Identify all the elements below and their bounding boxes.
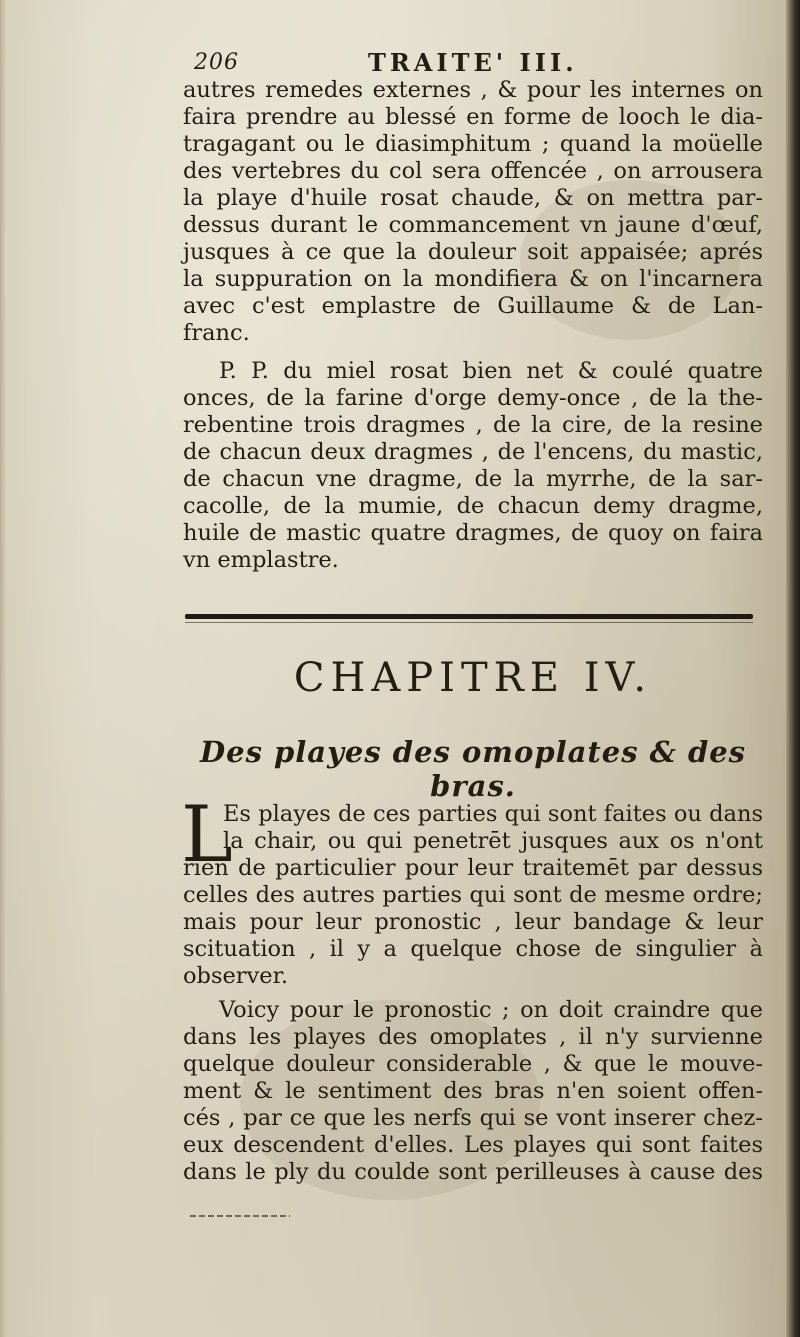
text-line: rien de particulier pour leur traitemēt par dessus: [183, 855, 763, 881]
text-line: la suppuration on la mondifiera & on l'incarnera: [183, 266, 763, 292]
text-line: scituation , il y a quelque chose de singulier à: [183, 936, 763, 962]
drop-cap-letter: L: [181, 790, 233, 880]
text-line: ment & le sentiment des bras n'en soient offen-: [183, 1078, 763, 1104]
text-line: jusques à ce que la douleur soit appaisée; aprés: [183, 239, 763, 265]
text-line: avec c'est emplastre de Guillaume & de Lan-: [183, 293, 763, 319]
paragraph-continuation: [183, 77, 763, 347]
chapter-subtitle: Des playes des omoplates & des bras.: [199, 735, 747, 803]
text-line: tragagant ou le diasimphitum ; quand la moüelle: [183, 131, 763, 157]
text-line: dessus durant le commancement vn jaune d'œuf,: [183, 212, 763, 238]
text-line: la playe d'huile rosat chaude, & on mettra par-: [183, 185, 763, 211]
chapter-divider-rule: [185, 614, 753, 619]
text-line: Es playes de ces parties qui sont faites ou dans: [223, 801, 763, 827]
text-line: dans les playes des omoplates , il n'y survienne: [183, 1024, 763, 1050]
page-number: 206: [194, 50, 239, 75]
catchword-mark: [190, 1215, 290, 1217]
text-line: observer.: [183, 963, 289, 989]
text-line: cés , par ce que les nerfs qui se vont inserer chez-: [183, 1105, 763, 1131]
text-line: celles des autres parties qui sont de mesme ordre;: [183, 882, 763, 908]
text-line: P. P. du miel rosat bien net & coulé quatre: [219, 358, 763, 384]
text-line: la chair, ou qui penetrēt jusques aux os n'ont: [223, 828, 763, 854]
page-left-shadow: [0, 0, 6, 1337]
text-line: de chacun deux dragmes , de l'encens, du mastic,: [183, 439, 763, 465]
text-line: des vertebres du col sera offencée , on arrousera: [183, 158, 763, 184]
paragraph-chapter-opening: [183, 801, 763, 990]
page-header: [190, 48, 750, 78]
text-line: faira prendre au blessé en forme de looch le dia-: [183, 104, 763, 130]
text-line: quelque douleur considerable , & que le mouve-: [183, 1051, 763, 1077]
text-line: vn emplastre.: [183, 547, 339, 573]
text-line: autres remedes externes , & pour les internes on: [183, 77, 763, 103]
text-line: onces, de la farine d'orge demy-once , de la the-: [183, 385, 763, 411]
text-line: huile de mastic quatre dragmes, de quoy on faira: [183, 520, 763, 546]
paragraph-recipe: [183, 358, 763, 574]
text-line: franc.: [183, 320, 250, 346]
text-line: cacolle, de la mumie, de chacun demy dragme,: [183, 493, 763, 519]
paragraph-prognosis: [183, 997, 763, 1186]
text-line: de chacun vne dragme, de la myrrhe, de la sar-: [183, 466, 763, 492]
text-line: dans le ply du coulde sont perilleuses à cause des: [183, 1159, 763, 1185]
text-line: eux descendent d'elles. Les playes qui sont faites: [183, 1132, 763, 1158]
chapter-divider-rule-thin: [185, 622, 753, 623]
chapter-title: CHAPITRE IV.: [293, 655, 653, 701]
text-line: mais pour leur pronostic , leur bandage & leur: [183, 909, 763, 935]
text-line: rebentine trois dragmes , de la cire, de la resine: [183, 412, 763, 438]
running-head: TRAITE' III.: [368, 48, 578, 77]
text-line: Voicy pour le pronostic ; on doit craindre que: [219, 997, 763, 1023]
page-binding-edge: [786, 0, 800, 1337]
